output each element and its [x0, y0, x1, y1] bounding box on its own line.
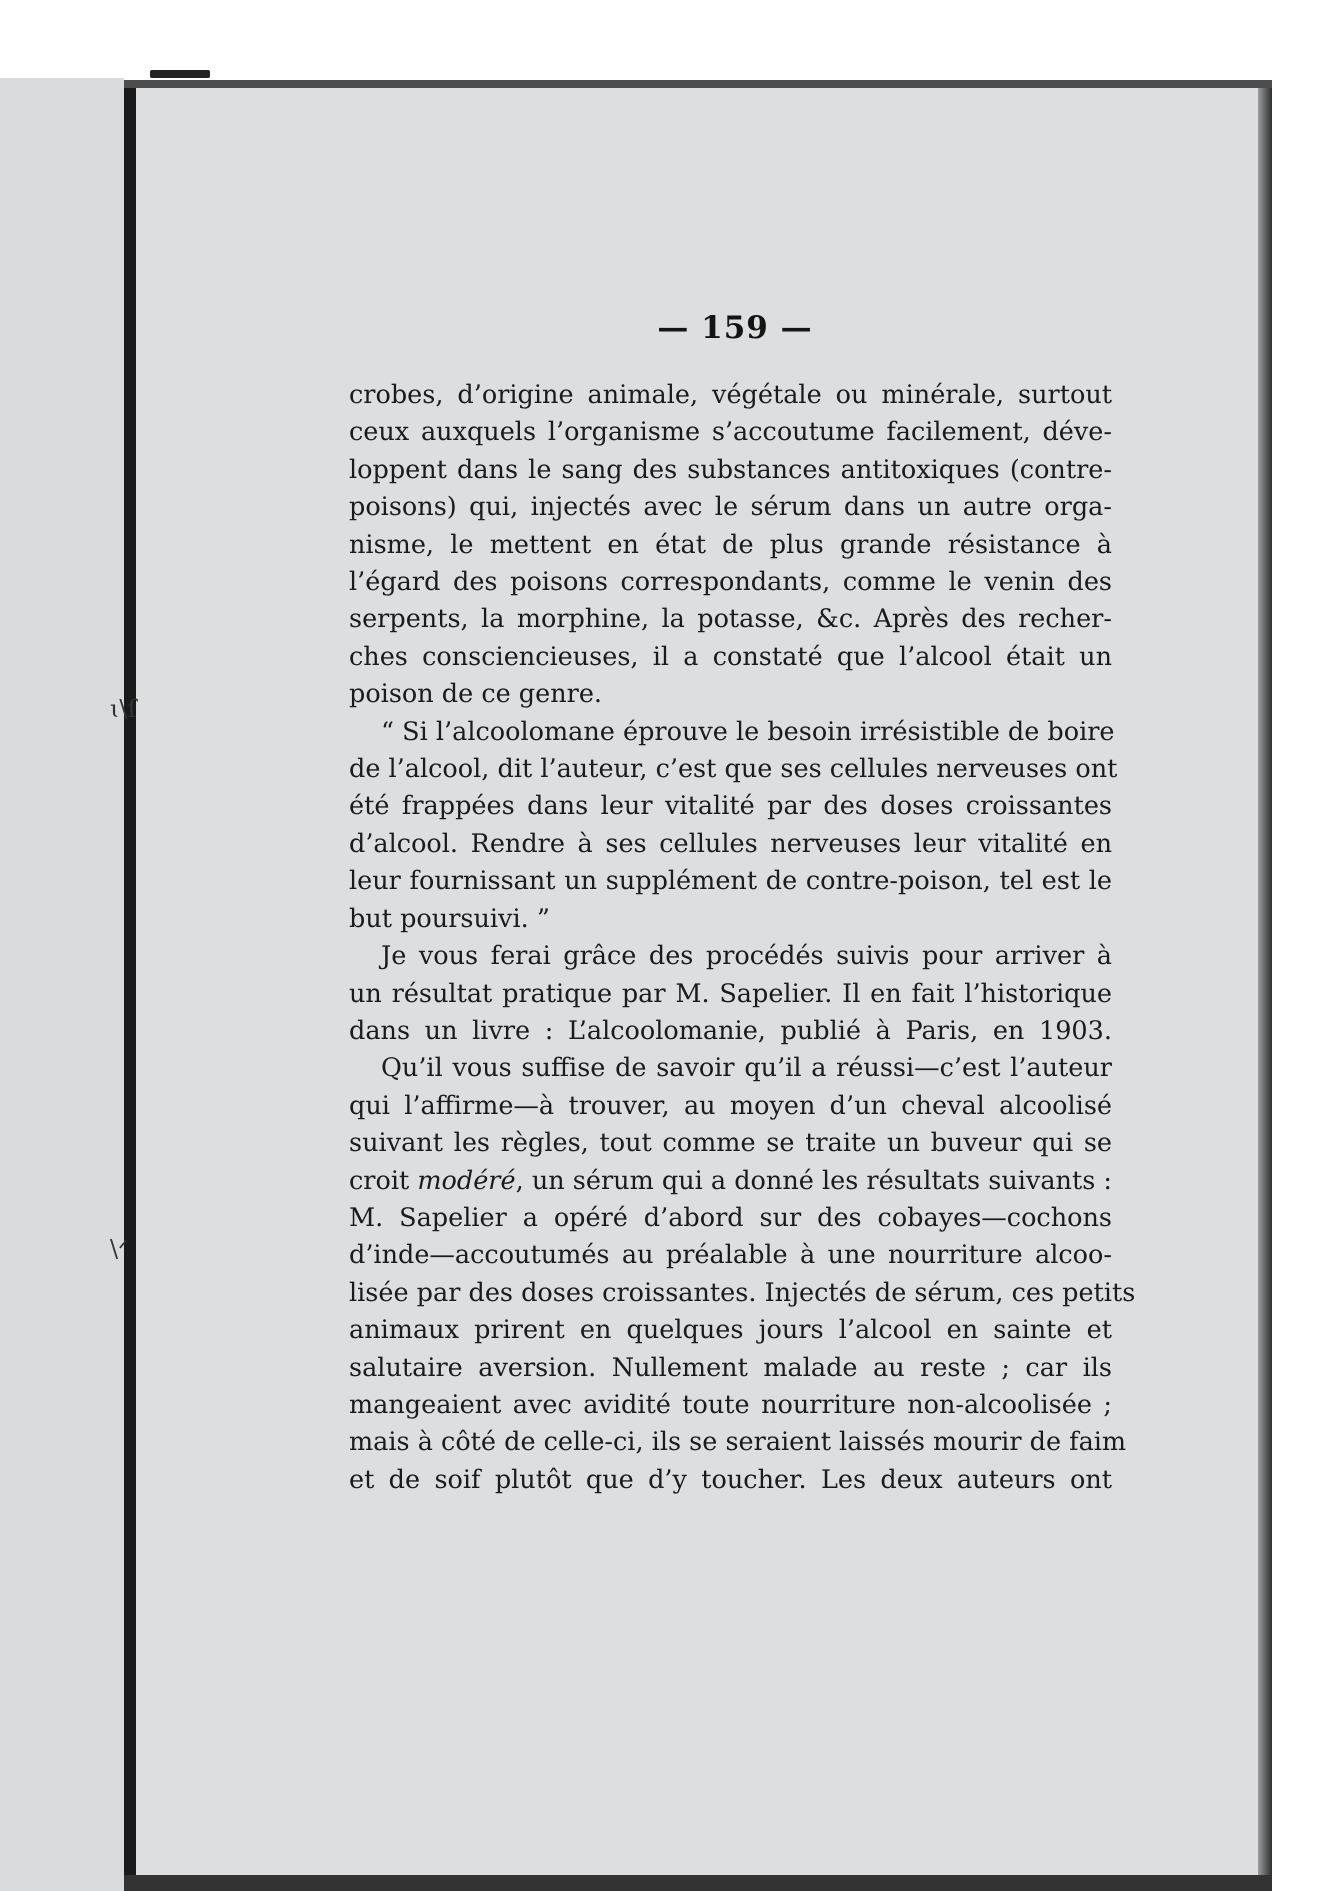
text-line: Je vous ferai grâce des procédés suivis pour arriver à: [381, 941, 1112, 972]
text-line: mais à côté de celle-ci, ils se seraient laissés mourir de faim: [349, 1427, 1127, 1458]
text-line: et de soif plutôt que d’y toucher. Les deux auteurs ont: [349, 1464, 1112, 1495]
text-line: serpents, la morphine, la potasse, &c. Après des recher-: [349, 604, 1112, 635]
text-line: but poursuivi. ”: [349, 903, 550, 934]
text-fragment: , un sérum qui a donné les résultats suivants :: [515, 1165, 1112, 1196]
text-line: un résultat pratique par M. Sapelier. Il en fait l’historique: [349, 978, 1112, 1009]
page-bottom-edge: [124, 1875, 1272, 1891]
text-line: dans un livre : L’alcoolomanie, publié à Paris, en 1903.: [349, 1015, 1112, 1046]
text-line: d’inde—accoutumés au préalable à une nourriture alcoo-: [349, 1240, 1112, 1271]
text-line: qui l’affirme—à trouver, au moyen d’un cheval alcoolisé: [349, 1090, 1112, 1121]
page-top-edge: [124, 80, 1272, 88]
text-line: lisée par des doses croissantes. Injectés de sérum, ces petits: [349, 1277, 1136, 1308]
text-line: ches consciencieuses, il a constaté que l’alcool était un: [349, 641, 1112, 672]
margin-stray-mark: ɩ\ſ: [110, 695, 137, 723]
text-line: [349, 1163, 1112, 1200]
text-line: de l’alcool, dit l’auteur, c’est que ses cellules nerveuses ont: [349, 754, 1118, 785]
margin-stray-mark: \ᐟ: [110, 1235, 129, 1263]
text-line: “ Si l’alcoolomane éprouve le besoin irrésistible de boire: [381, 716, 1115, 747]
text-fragment: croit: [349, 1165, 418, 1196]
scan-background: [1272, 0, 1340, 1891]
page-number: — 159 —: [657, 310, 813, 346]
text-line: nisme, le mettent en état de plus grande résistance à: [349, 529, 1112, 560]
text-line: crobes, d’origine animale, végétale ou minérale, surtout: [349, 380, 1112, 410]
text-line: poison de ce genre.: [349, 679, 603, 710]
text-line: salutaire aversion. Nullement malade au reste ; car ils: [349, 1352, 1112, 1383]
text-line: poisons) qui, injectés avec le sérum dans un autre orga-: [349, 492, 1112, 523]
text-line: l’égard des poisons correspondants, comme le venin des: [349, 567, 1112, 598]
text-line: Qu’il vous suffise de savoir qu’il a réussi—c’est l’auteur: [381, 1053, 1112, 1084]
text-line: leur fournissant un supplément de contre-poison, tel est le: [349, 866, 1112, 897]
text-line: d’alcool. Rendre à ses cellules nerveuses leur vitalité en: [349, 828, 1112, 859]
text-line: mangeaient avec avidité toute nourriture non-alcoolisée ;: [349, 1389, 1112, 1420]
text-line: M. Sapelier a opéré d’abord sur des cobayes—cochons: [349, 1202, 1112, 1233]
emphasized-word: modéré: [417, 1165, 516, 1196]
text-line: suivant les règles, tout comme se traite un buveur qui se: [349, 1128, 1112, 1159]
text-line: loppent dans le sang des substances antitoxiques (contre-: [349, 454, 1112, 485]
text-line: ceux auxquels l’organisme s’accoutume facilement, déve-: [349, 417, 1112, 448]
binding-mark: [150, 70, 210, 78]
body-text: [349, 377, 1136, 1499]
page-right-edge: [1258, 88, 1272, 1891]
text-line: animaux prirent en quelques jours l’alcool en sainte et: [349, 1315, 1112, 1346]
text-line: été frappées dans leur vitalité par des doses croissantes: [349, 791, 1112, 822]
left-page-margin: [0, 78, 124, 1891]
